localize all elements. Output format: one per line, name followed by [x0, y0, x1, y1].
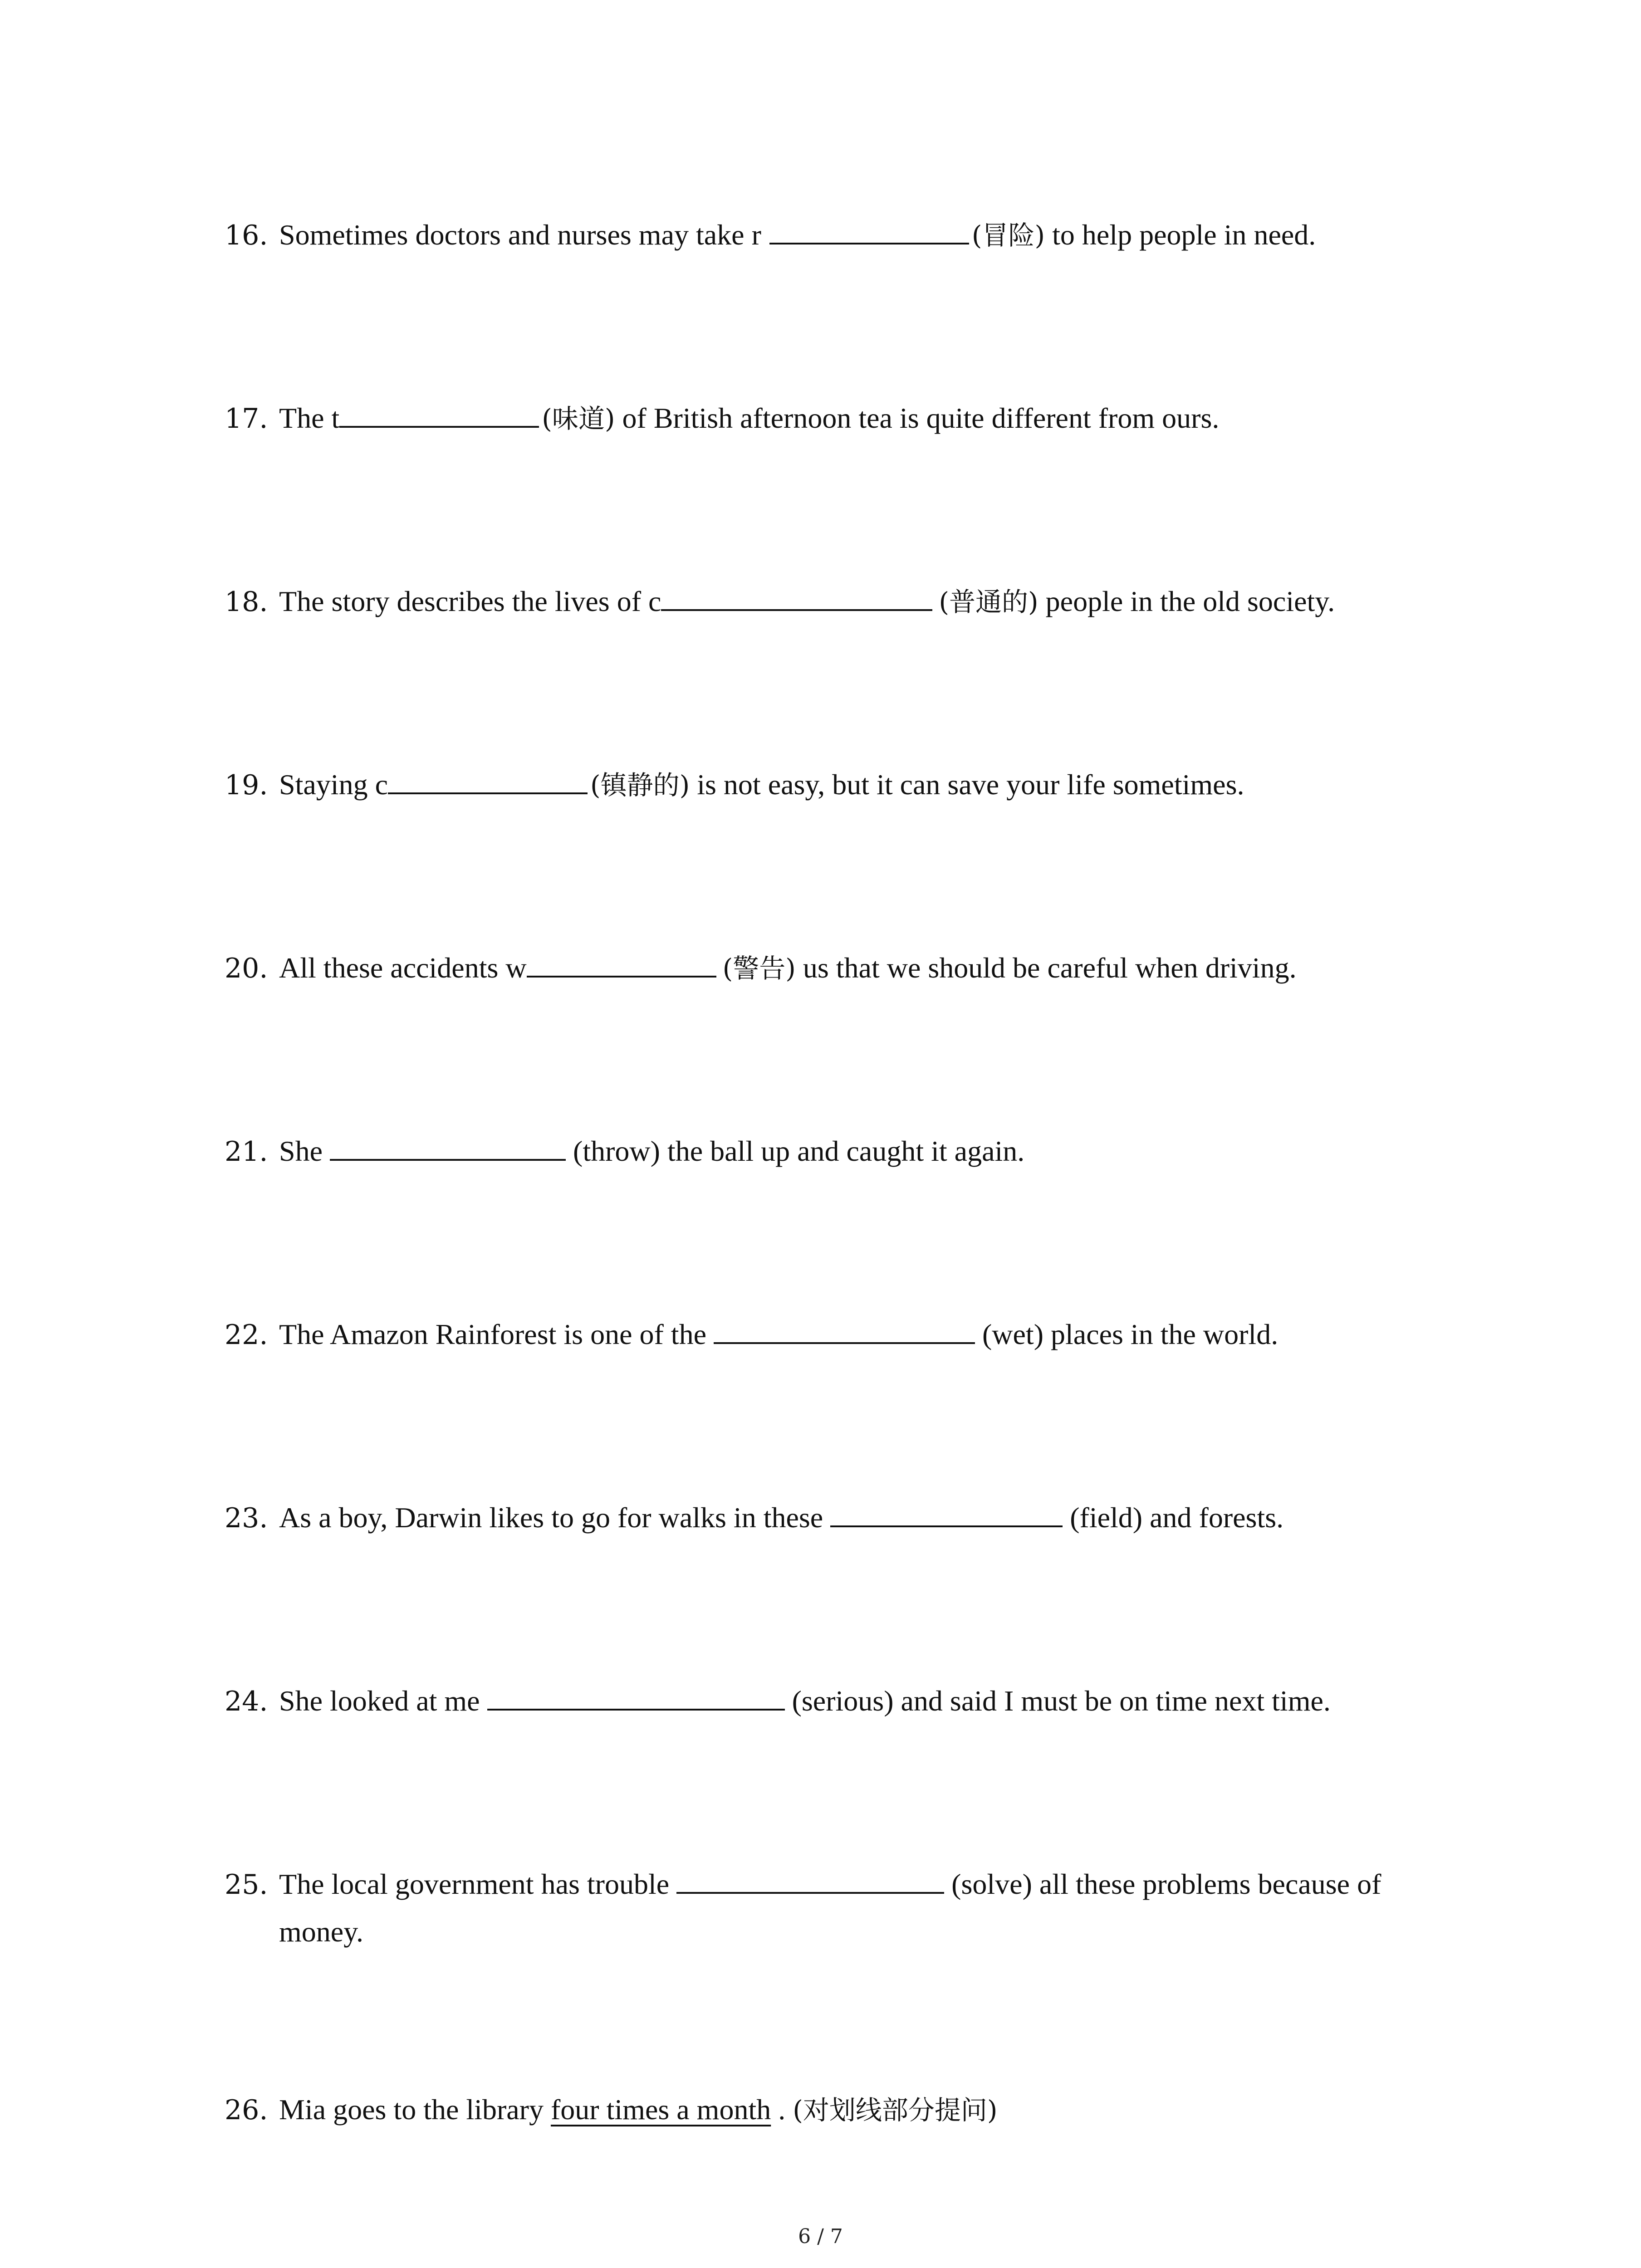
question-text-after: of British afternoon tea is quite different from ours. [615, 402, 1220, 434]
answer-blank[interactable] [661, 581, 932, 611]
question-text-after: . [771, 2093, 793, 2126]
question-text-after: places in the world. [1043, 1318, 1279, 1350]
question-number: 26. [225, 2094, 268, 2126]
question-text-before: Staying c [279, 768, 388, 801]
question-number: 22. [225, 1319, 268, 1351]
question-text-before: Mia goes to the library [279, 2093, 551, 2126]
question-text-before: The story describes the lives of c [279, 585, 661, 617]
question-25 [225, 1861, 1468, 1955]
hint: (味道) [542, 403, 615, 434]
question-text-before: She [279, 1135, 323, 1167]
answer-blank[interactable] [676, 1864, 944, 1894]
question-20 [225, 944, 1468, 992]
question-24 [225, 1677, 1468, 1725]
question-16 [225, 211, 1468, 259]
question-number: 24. [225, 1686, 268, 1717]
hint: (serious) [792, 1685, 894, 1717]
answer-blank[interactable] [388, 764, 588, 794]
question-text-before: All these accidents w [279, 952, 527, 984]
question-22 [225, 1311, 1468, 1359]
question-text-before: The Amazon Rainforest is one of the [279, 1318, 706, 1350]
hint: (镇静的) [590, 770, 690, 801]
answer-blank[interactable] [339, 398, 539, 428]
question-text-before: The t [279, 402, 340, 434]
answer-blank[interactable] [487, 1681, 785, 1711]
question-text-after: the ball up and caught it again. [660, 1135, 1025, 1167]
answer-blank[interactable] [527, 948, 716, 978]
question-text-before: The local government has trouble [279, 1868, 670, 1900]
question-26 [225, 2086, 1468, 2134]
question-number: 21. [225, 1136, 268, 1168]
question-23 [225, 1494, 1468, 1542]
hint: (冒险) [971, 220, 1045, 251]
hint: (field) [1070, 1501, 1143, 1534]
question-19 [225, 761, 1468, 809]
question-text-after: and forests. [1142, 1501, 1284, 1534]
question-number: 23. [225, 1502, 268, 1534]
answer-blank[interactable] [830, 1497, 1063, 1527]
question-text-before: As a boy, Darwin likes to go for walks in these [279, 1501, 823, 1534]
question-number: 17. [225, 403, 268, 435]
answer-blank[interactable] [769, 215, 969, 244]
page-indicator: 6 / 7 [798, 2225, 843, 2248]
question-21 [225, 1128, 1468, 1175]
question-number: 18. [225, 586, 268, 618]
question-number: 25. [225, 1869, 268, 1901]
hint: (警告) [722, 953, 796, 984]
question-text-after: to help people in need. [1045, 219, 1316, 251]
question-text-after: and said I must be on time next time. [893, 1685, 1331, 1717]
question-text-after: is not easy, but it can save your life sometimes. [690, 768, 1244, 801]
question-18 [225, 578, 1468, 626]
question-number: 19. [225, 769, 268, 801]
instruction: (对划线部分提问) [793, 2095, 998, 2126]
question-number: 20. [225, 953, 268, 984]
question-text-before: She looked at me [279, 1685, 480, 1717]
answer-blank[interactable] [714, 1314, 975, 1344]
question-text-before: Sometimes doctors and nurses may take r [279, 219, 761, 251]
question-number: 16. [225, 220, 268, 251]
question-text-after: all these problems because of [1032, 1868, 1381, 1900]
hint: (throw) [573, 1135, 660, 1167]
hint: (solve) [951, 1868, 1032, 1900]
hint: (wet) [982, 1318, 1043, 1350]
question-text-after: us that we should be careful when driving. [795, 952, 1297, 984]
answer-blank[interactable] [330, 1131, 566, 1161]
question-continuation: money. [279, 1916, 364, 1948]
underlined-phrase: four times a month [550, 2093, 771, 2126]
question-text-after: people in the old society. [1038, 585, 1335, 617]
hint: (普通的) [939, 587, 1038, 617]
question-17 [225, 395, 1468, 442]
